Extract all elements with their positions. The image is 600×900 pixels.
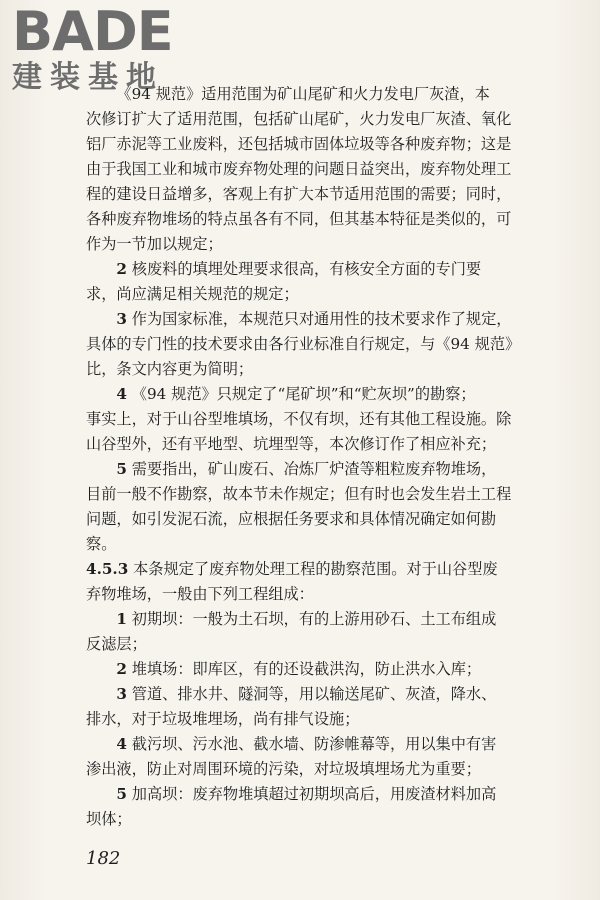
text-line: 具体的专门性的技术要求由各行业标准自行规定，与《94 规范》 bbox=[86, 335, 521, 353]
text-line: 程的建设日益增多，客观上有扩大本节适用范围的需要；同时， bbox=[86, 185, 512, 203]
paragraph bbox=[86, 782, 518, 832]
text-line: 渗出液，防止对周围环境的污染，对垃圾填埋场尤为重要； bbox=[86, 760, 481, 778]
text-line: 3 作为国家标准，本规范只对通用性的技术要求作了规定， bbox=[116, 310, 512, 328]
text-line: 问题，如引发泥石流，应根据任务要求和具体情况确定如何勘 bbox=[86, 510, 497, 528]
text-line: 3 管道、排水井、隧洞等，用以输送尾矿、灰渣，降水、 bbox=[116, 685, 497, 703]
text-line: 作为一节加以规定； bbox=[86, 235, 223, 253]
text-line: 反滤层； bbox=[86, 635, 147, 653]
text-line: 目前一般不作勘察，故本节未作规定；但有时也会发生岩土工程 bbox=[86, 485, 512, 503]
text-line: 事实上，对于山谷型堆填场，不仅有坝，还有其他工程设施。除 bbox=[86, 410, 512, 428]
text-line: 由于我国工业和城市废弃物处理的问题日益突出，废弃物处理工 bbox=[86, 160, 512, 178]
text-line: 比，条文内容更为简明； bbox=[86, 360, 254, 378]
item-number: 4 bbox=[116, 735, 127, 753]
paragraph bbox=[86, 607, 518, 657]
item-number: 3 bbox=[116, 310, 127, 328]
text-line: 《94 规范》适用范围为矿山尾矿和火力发电厂灰渣，本 bbox=[116, 85, 490, 103]
text-line: 4 《94 规范》只规定了“尾矿坝”和“贮灰坝”的勘察； bbox=[116, 385, 476, 403]
paragraph bbox=[86, 82, 518, 257]
paragraph bbox=[86, 732, 518, 782]
item-number: 1 bbox=[116, 610, 127, 628]
item-number: 4 bbox=[116, 385, 127, 403]
item-number: 5 bbox=[116, 460, 127, 478]
item-number: 2 bbox=[116, 260, 127, 278]
text-line: 排水，对于垃圾堆埋场，尚有排气设施； bbox=[86, 710, 360, 728]
text-line: 求，尚应满足相关规范的规定； bbox=[86, 285, 299, 303]
text-line: 次修订扩大了适用范围，包括矿山尾矿，火力发电厂灰渣、氧化 bbox=[86, 110, 512, 128]
paragraph bbox=[86, 307, 521, 382]
item-number: 3 bbox=[116, 685, 127, 703]
text-line: 5 加高坝：废弃物堆填超过初期坝高后，用废渣材料加高 bbox=[116, 785, 497, 803]
text-line: 山谷型外，还有平地型、坑埋型等，本次修订作了相应补充； bbox=[86, 435, 497, 453]
paragraph bbox=[86, 682, 518, 732]
logo-word: BADE bbox=[12, 0, 173, 63]
text-line: 4.5.3 本条规定了废弃物处理工程的勘察范围。对于山谷型废 bbox=[86, 560, 498, 578]
text-line: 察。 bbox=[86, 535, 117, 553]
paragraph bbox=[86, 657, 518, 682]
text-line: 1 初期坝：一般为土石坝，有的上游用砂石、土工布组成 bbox=[116, 610, 497, 628]
text-line: 坝体； bbox=[86, 810, 132, 828]
text-line: 2 堆填场：即库区，有的还设截洪沟，防止洪水入库； bbox=[116, 660, 482, 678]
section-number: 4.5.3 bbox=[86, 560, 129, 578]
section-paragraph bbox=[86, 557, 518, 607]
paragraph bbox=[86, 457, 518, 557]
paragraph bbox=[86, 257, 518, 307]
page-number: 182 bbox=[86, 848, 121, 869]
text-line: 铝厂赤泥等工业废料，还包括城市固体垃圾等各种废弃物；这是 bbox=[86, 135, 512, 153]
text-line: 弃物堆场，一般由下列工程组成： bbox=[86, 585, 314, 603]
body-text bbox=[86, 82, 521, 832]
text-line: 2 核废料的填埋处理要求很高，有核安全方面的专门要 bbox=[116, 260, 482, 278]
item-number: 5 bbox=[116, 785, 127, 803]
item-number: 2 bbox=[116, 660, 127, 678]
paragraph bbox=[86, 382, 518, 457]
text-line: 4 截污坝、污水池、截水墙、防渗帷幕等，用以集中有害 bbox=[116, 735, 497, 753]
text-line: 各种废弃物堆场的特点虽各有不同，但其基本特征是类似的，可 bbox=[86, 210, 512, 228]
logo-subtitle: 建装基地 bbox=[12, 60, 164, 95]
text-line: 5 需要指出，矿山废石、冶炼厂炉渣等粗粒废弃物堆场， bbox=[116, 460, 497, 478]
